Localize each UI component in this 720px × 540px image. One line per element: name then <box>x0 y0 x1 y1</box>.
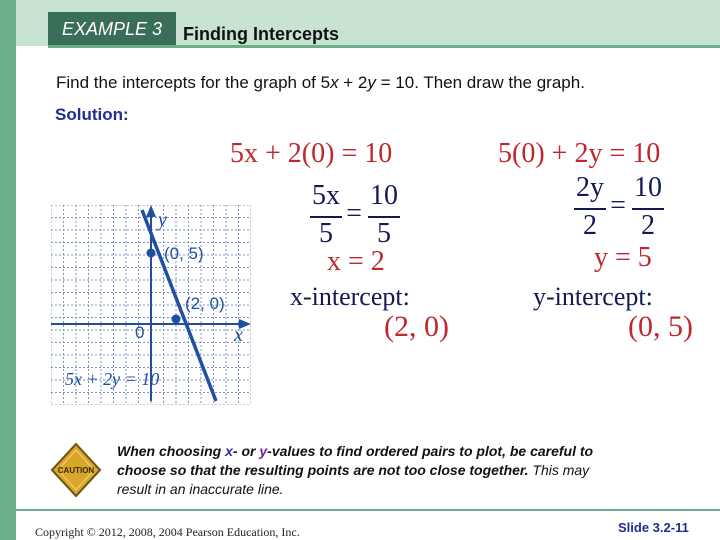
y-axis-arrow <box>146 205 156 217</box>
footer-divider <box>16 509 720 511</box>
point-y-intercept <box>147 249 156 258</box>
y-intercept-fraction-equation <box>570 172 670 242</box>
caution-text-3: -values to find ordered pairs to plot, be careful to choose so that the resulting points are not too close together. <box>117 443 594 478</box>
point-x-intercept <box>172 315 181 324</box>
x-fraction-equals: = <box>346 198 362 229</box>
caution-var-x: x <box>225 443 233 459</box>
y-intercept-result: y = 5 <box>594 242 652 273</box>
y-fraction-right-numerator: 10 <box>634 172 662 203</box>
graph-equation-label: 5x + 2y = 10 <box>65 369 160 389</box>
y-fraction-left-denominator: 2 <box>583 210 597 241</box>
y-intercept-point: (0, 5) <box>628 310 693 343</box>
page-title: Finding Intercepts <box>183 24 340 44</box>
y-intercept-label: y-intercept: <box>533 282 653 311</box>
y-axis-label: y <box>158 209 167 231</box>
caution-text-2: - or <box>232 443 260 459</box>
x-intercept-result: x = 2 <box>327 246 385 277</box>
point-y-label: (0, 5) <box>164 244 204 263</box>
caution-icon <box>50 442 102 498</box>
y-fraction-left-numerator: 2y <box>576 172 604 203</box>
x-intercept-fraction-equation <box>306 180 406 250</box>
slide-number: Slide 3.2-11 <box>618 520 689 535</box>
line-graph <box>51 205 251 405</box>
x-intercept-label: x-intercept: <box>290 282 410 311</box>
problem-text-1: Find the intercepts for the graph of 5 <box>56 73 331 92</box>
caution-text-1: When choosing <box>117 443 226 459</box>
problem-text-2: + 2 <box>338 73 368 92</box>
x-fraction-left-numerator: 5x <box>312 180 340 211</box>
problem-var-y: y <box>367 73 376 92</box>
header-divider <box>48 45 720 48</box>
example-label: EXAMPLE 3 <box>48 12 176 46</box>
problem-text-3: = 10. Then draw the graph. <box>375 73 585 92</box>
copyright-notice: Copyright © 2012, 2008, 2004 Pearson Education, Inc. <box>35 525 300 539</box>
x-axis-label: x <box>234 324 243 346</box>
caution-note <box>117 442 607 499</box>
problem-statement <box>56 73 585 93</box>
problem-var-x: x <box>330 73 339 92</box>
left-accent-bar <box>0 0 16 540</box>
y-fraction-right-denominator: 2 <box>641 210 655 241</box>
caution-icon-text: CAUTION <box>57 466 95 475</box>
caution-text-4: This may result in an inaccurate line. <box>117 462 590 497</box>
x-fraction-right-numerator: 10 <box>370 180 398 211</box>
y-intercept-equation-1: 5(0) + 2y = 10 <box>498 138 661 169</box>
x-intercept-point: (2, 0) <box>384 310 449 343</box>
point-x-label: (2, 0) <box>185 294 225 313</box>
origin-label: 0 <box>135 323 145 342</box>
x-fraction-right-denominator: 5 <box>377 218 391 249</box>
caution-var-y: y <box>259 443 268 459</box>
x-intercept-equation-1: 5x + 2(0) = 10 <box>230 138 393 169</box>
x-fraction-left-denominator: 5 <box>319 218 333 249</box>
y-fraction-equals: = <box>610 190 626 221</box>
solution-label: Solution: <box>55 105 129 124</box>
